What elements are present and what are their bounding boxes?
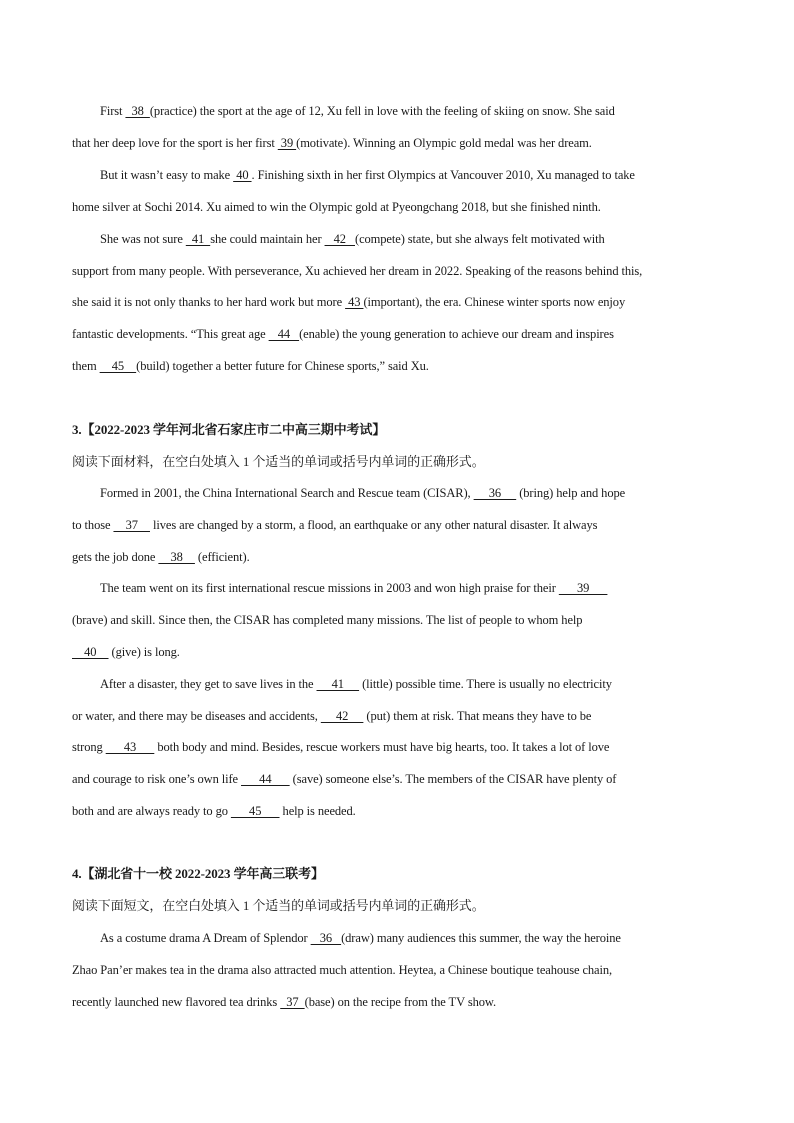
text-line bbox=[100, 930, 760, 946]
text-line bbox=[72, 326, 732, 342]
answer-blank: 37 bbox=[113, 518, 150, 532]
section-heading bbox=[72, 422, 732, 438]
text-segment: support from many people. With perseverance, Xu achieved her dream in 2022. Speaking of the reasons behind this, bbox=[72, 264, 643, 278]
answer-blank: 41 bbox=[185, 232, 211, 246]
text-line bbox=[72, 708, 732, 724]
answer-blank: 38 bbox=[125, 104, 150, 118]
text-segment: (save) someone else’s. The members of the CISAR have plenty of bbox=[289, 772, 617, 786]
text-segment: Formed in 2001, the China International Search and Rescue team (CISAR), bbox=[100, 486, 474, 500]
text-segment: 阅读下面短文，在空白处填入 1 个适当的单词或括号内单词的正确形式。 bbox=[72, 898, 485, 913]
text-line bbox=[100, 580, 760, 596]
text-segment: recently launched new flavored tea drinks bbox=[72, 995, 281, 1009]
text-segment: both body and mind. Besides, rescue workers must have big hearts, too. It takes a lot of love bbox=[154, 740, 610, 754]
text-line bbox=[72, 739, 732, 755]
text-segment: to those bbox=[72, 518, 114, 532]
text-line bbox=[72, 263, 732, 279]
text-segment: She was not sure bbox=[100, 232, 186, 246]
answer-blank: 44 bbox=[268, 327, 300, 341]
text-line bbox=[72, 962, 732, 978]
text-line bbox=[72, 358, 732, 374]
text-segment: lives are changed by a storm, a flood, an earthquake or any other natural disaster. It always bbox=[149, 518, 598, 532]
text-segment: (bring) help and hope bbox=[516, 486, 626, 500]
text-line bbox=[100, 167, 760, 183]
text-segment: gets the job done bbox=[72, 550, 159, 564]
text-segment: After a disaster, they get to save lives in the bbox=[100, 677, 317, 691]
section-instruction bbox=[72, 454, 732, 470]
text-segment: (base) on the recipe from the TV show. bbox=[304, 995, 497, 1009]
text-line bbox=[72, 994, 732, 1010]
text-segment: But it wasn’t easy to make bbox=[100, 168, 234, 182]
text-segment: (little) possible time. There is usually no electricity bbox=[359, 677, 612, 691]
text-line bbox=[100, 485, 760, 501]
answer-blank: 42 bbox=[320, 709, 364, 723]
answer-blank: 37 bbox=[280, 995, 305, 1009]
text-segment: she could maintain her bbox=[210, 232, 325, 246]
text-line bbox=[72, 517, 732, 533]
text-segment: The team went on its first international rescue missions in 2003 and won high praise for their bbox=[100, 581, 559, 595]
text-segment: fantastic developments. “This great age bbox=[72, 327, 269, 341]
answer-blank: 39 bbox=[277, 136, 297, 150]
answer-blank: 40 bbox=[72, 645, 109, 659]
text-segment: (give) is long. bbox=[108, 645, 180, 659]
text-line bbox=[72, 771, 732, 787]
answer-blank: 42 bbox=[324, 232, 355, 246]
text-line bbox=[72, 612, 732, 628]
text-line bbox=[72, 803, 732, 819]
text-segment: (compete) state, but she always felt motivated with bbox=[355, 232, 605, 246]
text-segment: As a costume drama A Dream of Splendor bbox=[100, 931, 311, 945]
answer-blank: 36 bbox=[310, 931, 342, 945]
text-segment: both and are always ready to go bbox=[72, 804, 231, 818]
answer-blank: 45 bbox=[230, 804, 280, 818]
text-segment: (important), the era. Chinese winter sports now enjoy bbox=[363, 295, 626, 309]
answer-blank: 39 bbox=[558, 581, 608, 595]
text-segment: or water, and there may be diseases and accidents, bbox=[72, 709, 321, 723]
text-line bbox=[72, 549, 732, 565]
text-line bbox=[72, 135, 732, 151]
text-segment: home silver at Sochi 2014. Xu aimed to win the Olympic gold at Pyeongchang 2018, but she finished ninth. bbox=[72, 200, 601, 214]
text-line bbox=[72, 644, 732, 660]
text-segment: First bbox=[100, 104, 126, 118]
answer-blank: 36 bbox=[473, 486, 517, 500]
section-instruction bbox=[72, 898, 732, 914]
text-segment: (brave) and skill. Since then, the CISAR has completed many missions. The list of people to whom help bbox=[72, 613, 583, 627]
text-line bbox=[72, 199, 732, 215]
text-segment: and courage to risk one’s own life bbox=[72, 772, 242, 786]
answer-blank: 44 bbox=[241, 772, 290, 786]
text-segment: help is needed. bbox=[279, 804, 356, 818]
text-segment: (put) them at risk. That means they have to be bbox=[363, 709, 592, 723]
answer-blank: 38 bbox=[158, 550, 195, 564]
text-segment: (enable) the young generation to achieve our dream and inspires bbox=[299, 327, 614, 341]
text-segment: that her deep love for the sport is her first bbox=[72, 136, 278, 150]
section-heading bbox=[72, 866, 732, 882]
text-segment: . Finishing sixth in her first Olympics at Vancouver 2010, Xu managed to take bbox=[251, 168, 635, 182]
text-segment: them bbox=[72, 359, 100, 373]
text-segment: (efficient). bbox=[194, 550, 250, 564]
text-line bbox=[100, 231, 760, 247]
text-segment: 阅读下面材料，在空白处填入 1 个适当的单词或括号内单词的正确形式。 bbox=[72, 454, 485, 469]
answer-blank: 41 bbox=[316, 677, 360, 691]
text-segment: she said it is not only thanks to her hard work but more bbox=[72, 295, 346, 309]
text-segment: (build) together a better future for Chinese sports,” said Xu. bbox=[136, 359, 429, 373]
text-line bbox=[72, 294, 732, 310]
answer-blank: 43 bbox=[345, 295, 364, 309]
text-line bbox=[100, 676, 760, 692]
answer-blank: 40 bbox=[233, 168, 252, 182]
text-line bbox=[100, 103, 760, 119]
text-segment: (draw) many audiences this summer, the way the heroine bbox=[341, 931, 621, 945]
text-segment: Zhao Pan’er makes tea in the drama also attracted much attention. Heytea, a Chinese boutique teahouse chain, bbox=[72, 963, 613, 977]
text-segment: 3.【2022-2023 学年河北省石家庄市二中高三期中考试】 bbox=[72, 422, 386, 437]
text-segment: 4.【湖北省十一校 2022-2023 学年高三联考】 bbox=[72, 866, 324, 881]
text-segment: strong bbox=[72, 740, 106, 754]
answer-blank: 43 bbox=[105, 740, 155, 754]
text-segment: (practice) the sport at the age of 12, Xu fell in love with the feeling of skiing on snow. She said bbox=[149, 104, 615, 118]
text-segment: (motivate). Winning an Olympic gold medal was her dream. bbox=[296, 136, 592, 150]
answer-blank: 45 bbox=[99, 359, 137, 373]
